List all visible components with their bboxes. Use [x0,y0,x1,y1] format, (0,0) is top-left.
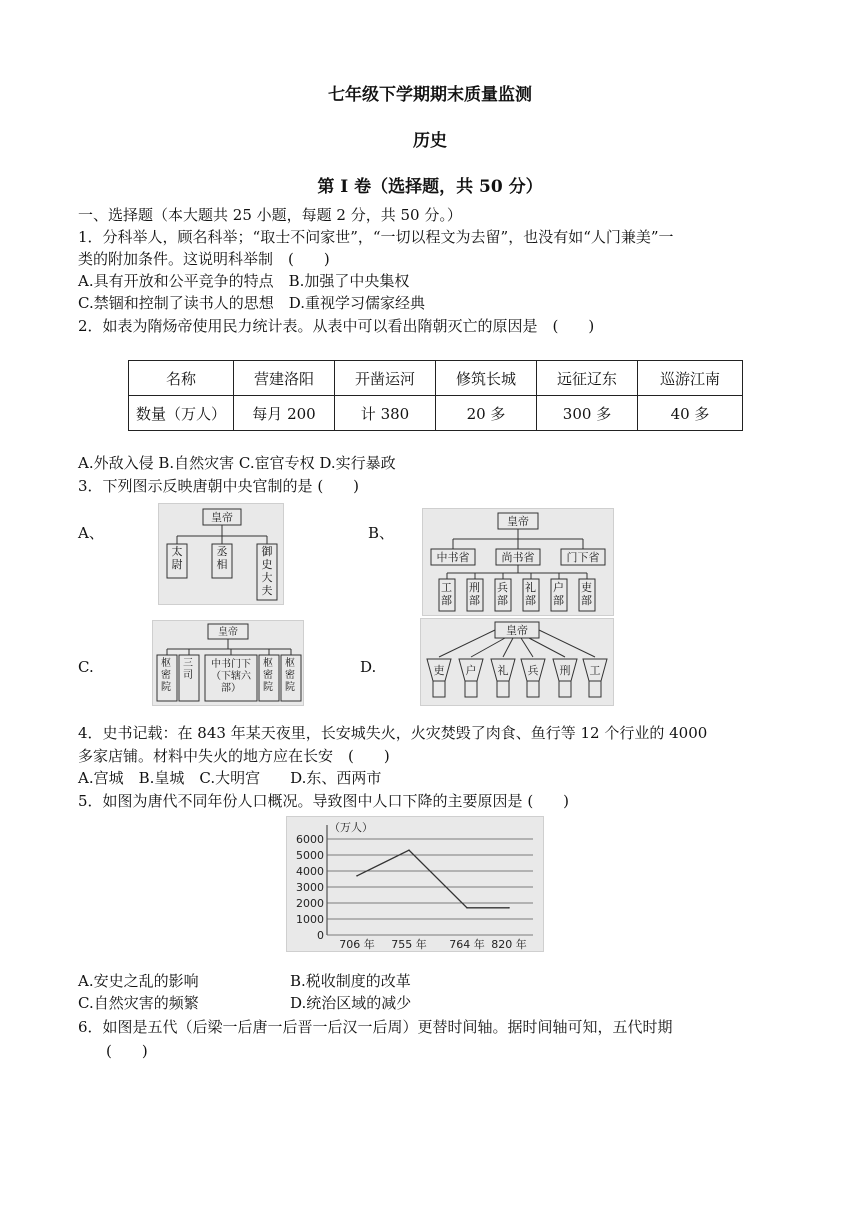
q3-label-c: C. [78,658,94,676]
x-tick-label: 820 年 [491,938,527,951]
fig-b-mid-3: 门下省 [566,551,600,564]
q4-stem-line1: 4．史书记载：在 843 年某天夜里，长安城失火，火灾焚毁了肉食、鱼行等 12 个行业的 4000 [78,724,708,742]
q6-stem-line2: ( ) [106,1042,148,1060]
data-point [408,849,410,851]
q3-label-a: A、 [78,524,104,542]
fig-d-cup-5: 刑 [559,664,571,677]
fig-c-box-1: 枢密院 [161,658,171,693]
fig-a-box-1: 太尉 [171,545,183,571]
data-point [356,875,358,877]
table-header-cell: 名称 [129,361,234,396]
fig-c-box-4: 枢密院 [263,658,273,693]
q1-stem-line2: 类的附加条件。这说明科举制 ( ) [78,250,330,268]
table-header-cell: 巡游江南 [638,361,743,396]
table-header-cell: 修筑长城 [436,361,537,396]
table-cell: 300 多 [537,396,638,431]
q5-option-a: A.安史之乱的影响 [78,972,199,990]
fig-a-box-2: 丞相 [216,545,228,571]
table-cell: 每月 200 [234,396,335,431]
q1-options-cd: C.禁锢和控制了读书人的思想 D.重视学习儒家经典 [78,294,425,312]
q1-options-ab: A.具有开放和公平竞争的特点 B.加强了中央集权 [78,272,410,290]
fig-b-top: 皇帝 [507,515,529,528]
table-cell: 数量（万人） [129,396,234,431]
fig-b-bottom-4: 礼部 [525,581,536,607]
fig-d-top: 皇帝 [506,624,528,637]
fig-d-cup-2: 户 [465,664,477,677]
y-tick-label: 4000 [296,865,324,878]
q2-options: A.外敌入侵 B.自然灾害 C.宦官专权 D.实行暴政 [78,454,396,472]
figure-d [420,618,614,706]
section-title: 第 I 卷（选择题，共 50 分） [317,177,543,197]
fig-b-bottom-6: 吏部 [581,581,592,607]
fig-d-cup-3: 礼 [497,664,509,677]
table-header-cell: 远征辽东 [537,361,638,396]
q3-stem: 3．下列图示反映唐朝中央官制的是 ( ) [78,477,360,495]
data-point [466,907,468,909]
q5-stem: 5．如图为唐代不同年份人口概况。导致图中人口下降的主要原因是 ( ) [78,792,570,810]
fig-b-bottom-1: 工部 [441,581,452,607]
fig-c-box-3: 中书门下（下辖六部） [211,659,251,694]
table-header-cell: 营建洛阳 [234,361,335,396]
q6-stem-line1: 6．如图是五代（后梁一后唐一后晋一后汉一后周）更替时间轴。据时间轴可知，五代时期 [78,1018,673,1036]
fig-d-cup-4: 兵 [527,664,539,677]
figure-a [158,503,284,605]
fig-a-box-3: 御史大夫 [261,545,273,597]
y-tick-label: 6000 [296,833,324,846]
labor-table [128,360,743,431]
q4-options: A.宫城 B.皇城 C.大明宫 D.东、西两市 [78,769,382,787]
q3-label-d: D. [360,658,377,676]
q2-stem: 2．如表为隋炀帝使用民力统计表。从表中可以看出隋朝灭亡的原因是 ( ) [78,317,595,335]
data-point [508,907,510,909]
y-axis-label: （万人） [329,821,373,834]
fig-c-top: 皇帝 [218,627,238,638]
population-chart-svg [287,817,543,951]
figure-b [422,508,614,616]
fig-b-mid-1: 中书省 [436,551,470,564]
table-cell: 40 多 [638,396,743,431]
exam-title: 七年级下学期期末质量监测 [328,85,532,105]
q4-stem-line2: 多家店铺。材料中失火的地方应在长安 ( ) [78,747,390,765]
fig-c-box-2: 三司 [183,658,193,681]
fig-b-bottom-2: 刑部 [469,581,480,607]
fig-b-mid-2: 尚书省 [501,551,535,564]
y-tick-label: 2000 [296,897,324,910]
x-tick-label: 755 年 [391,938,427,951]
x-tick-label: 706 年 [339,938,375,951]
y-tick-label: 0 [317,929,324,942]
table-header-cell: 开凿运河 [335,361,436,396]
figure-c [152,620,304,706]
table-row [129,396,743,431]
y-tick-label: 1000 [296,913,324,926]
q3-label-b: B、 [368,524,395,542]
fig-b-bottom-3: 兵部 [497,581,508,607]
x-tick-label: 764 年 [449,938,485,951]
fig-c-box-5: 枢密院 [285,658,295,693]
fig-d-cup-1: 吏 [433,664,445,677]
q1-stem-line1: 1．分科举人，顾名科举；“取士不问家世”，“一切以程文为去留”，也没有如“人门兼美”一 [78,228,674,246]
table-header-row [129,361,743,396]
fig-d-cup-6: 工 [589,664,601,677]
instructions: 一、选择题（本大题共 25 小题，每题 2 分，共 50 分。） [78,206,462,224]
y-tick-label: 5000 [296,849,324,862]
y-tick-label: 3000 [296,881,324,894]
population-chart [286,816,544,952]
table-cell: 20 多 [436,396,537,431]
fig-a-top: 皇帝 [211,511,233,524]
table-cell: 计 380 [335,396,436,431]
q5-option-d: D.统治区域的减少 [290,994,412,1012]
subject-title: 历史 [413,131,447,151]
fig-b-bottom-5: 户部 [553,581,564,607]
q5-option-b: B.税收制度的改革 [290,972,411,990]
q5-option-c: C.自然灾害的频繁 [78,994,199,1012]
population-series-line [357,850,509,908]
